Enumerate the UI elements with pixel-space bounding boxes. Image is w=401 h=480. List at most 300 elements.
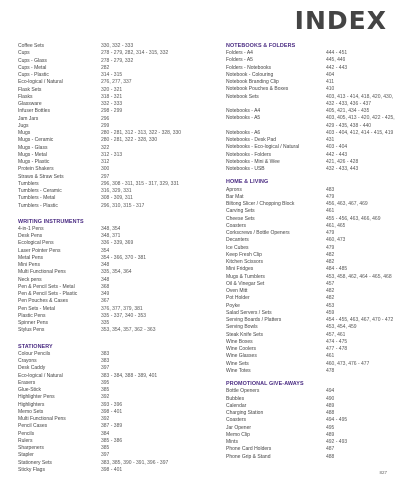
entry-pages: 460, 473	[326, 237, 346, 244]
entry-name: Neck pens	[18, 276, 42, 283]
index-entry	[226, 274, 396, 281]
index-entry	[18, 365, 208, 372]
index-entry	[18, 79, 208, 86]
entry-name: Glue-Stick	[18, 387, 42, 394]
entry-pages: 282	[101, 64, 110, 71]
entry-pages: 316, 329, 331	[101, 188, 132, 194]
entry-pages: 368	[101, 283, 110, 290]
index-entry	[18, 298, 208, 305]
index-entry	[18, 313, 208, 320]
entry-name: Flask Sets	[18, 86, 42, 93]
entry-name: Charging Station	[226, 410, 264, 417]
entry-name: Wine Totes	[226, 367, 251, 374]
entry-pages: 403 - 404, 412, 414 - 415, 419	[326, 129, 394, 136]
index-entry	[18, 467, 208, 474]
index-entry	[226, 108, 396, 115]
index-entry	[226, 454, 396, 461]
index-entry	[18, 181, 208, 188]
entry-pages: 296, 310, 315 - 317	[101, 202, 145, 209]
entry-pages: 385	[101, 387, 110, 394]
entry-pages: 348	[101, 262, 110, 269]
entry-pages: 397	[101, 452, 110, 459]
entry-pages: 348	[101, 276, 110, 283]
entry-pages: 353, 354, 357, 362 - 363	[101, 327, 156, 334]
entry-name: Plastic Pens	[18, 312, 46, 319]
entry-pages: 312	[101, 159, 110, 165]
section-heading: NOTEBOOKS & FOLDERS	[226, 43, 296, 49]
index-entry	[226, 259, 396, 266]
index-entry	[226, 201, 396, 208]
entry-pages: 383	[101, 350, 110, 357]
entry-name: Multi Functional Pens	[18, 269, 66, 276]
index-entry	[18, 277, 208, 284]
index-section	[18, 43, 208, 210]
entry-pages: 492 - 493	[326, 439, 348, 446]
entry-name: Folders - A4	[226, 50, 253, 57]
entry-name: Eco-logical / Natural	[18, 372, 63, 379]
index-entry	[226, 216, 396, 223]
entry-name: Desk Caddy	[18, 365, 46, 372]
index-entry	[226, 281, 396, 288]
entry-name: Pencils	[18, 430, 35, 437]
entry-pages: 322	[101, 144, 110, 151]
index-entry	[18, 94, 208, 101]
entry-name: Corkscrews / Bottle Openers	[226, 230, 290, 237]
entry-name: Mints	[226, 439, 238, 446]
entry-name: Tumblers - Ceramic	[18, 188, 62, 194]
index-entry	[226, 252, 396, 259]
entry-pages: 477 - 478	[326, 346, 348, 353]
entry-pages: 348, 371	[101, 233, 121, 240]
entry-pages: 398 - 401	[101, 408, 123, 415]
entry-name: Memo Clip	[226, 431, 250, 438]
index-entry	[18, 445, 208, 452]
index-section	[226, 381, 396, 461]
entry-pages: 335 - 337, 340 - 353	[101, 312, 147, 319]
entry-pages: 495	[326, 424, 335, 431]
index-entry	[226, 353, 396, 360]
entry-name	[226, 123, 326, 130]
entry-name: Wine Boxes	[226, 338, 253, 345]
entry-pages: 411	[326, 79, 334, 86]
entry-pages: 488	[326, 410, 335, 417]
entry-pages: 296	[101, 115, 110, 122]
index-entry	[226, 237, 396, 244]
entry-name: Cups - Glass	[18, 57, 47, 64]
entry-name: Notebooks - Desk Pad	[226, 137, 277, 144]
index-entry	[18, 351, 208, 358]
entry-pages: 330, 332 - 333	[101, 43, 134, 49]
entry-name: Glassware	[18, 101, 42, 107]
entry-name: Jugs	[18, 122, 29, 129]
entry-name: Folders - Notebooks	[226, 64, 272, 71]
entry-pages: 280 - 281, 322 - 328, 330	[101, 137, 158, 144]
index-entry	[18, 166, 208, 173]
index-entry	[18, 50, 208, 57]
index-entry	[226, 115, 396, 122]
entry-name: Colour Pencils	[18, 350, 51, 357]
entry-name: Serving Bowls	[226, 324, 258, 331]
index-entry	[226, 310, 396, 317]
entry-pages: 482	[326, 259, 335, 266]
entry-pages: 489	[326, 431, 335, 438]
entry-name: Memo Sets	[18, 408, 44, 415]
index-entry	[226, 396, 396, 403]
entry-name: Tumblers - Plastic	[18, 202, 58, 209]
entry-pages: 488	[326, 453, 335, 460]
entry-name: Carving Sets	[226, 208, 255, 215]
entry-name: Infuser Bottles	[18, 108, 50, 115]
entry-pages: 445, 449	[326, 57, 346, 64]
index-entry	[18, 255, 208, 262]
index-entry	[226, 86, 396, 93]
entry-name: Tumblers	[18, 180, 39, 187]
entry-name: Notebooks - A5	[226, 115, 261, 122]
entry-name: Multi Functional Pens	[18, 416, 66, 423]
entry-name: Mugs - Plastic	[18, 159, 50, 165]
entry-pages: 298 - 299	[101, 108, 123, 115]
entry-pages: 403 - 404	[326, 144, 348, 151]
entry-pages: 494 - 495	[326, 417, 348, 424]
index-entry	[18, 416, 208, 423]
index-entry	[18, 269, 208, 276]
entry-name: Mugs	[18, 130, 31, 136]
entry-name: Notebook Branding Clip	[226, 79, 279, 86]
entry-name	[226, 101, 326, 108]
index-entry	[18, 58, 208, 65]
entry-name: Wine Glasses	[226, 353, 257, 360]
entry-name: Keep Fresh Clip	[226, 251, 262, 258]
entry-name: Pen & Pencil Sets - Plastic	[18, 291, 78, 298]
entry-name: Oil & Vinegar Set	[226, 280, 265, 287]
entry-pages: 455 - 456, 463, 466, 469	[326, 215, 381, 222]
entry-pages: 278 - 279, 282, 314 - 315, 332	[101, 50, 169, 57]
entry-name: Notebook Sets	[226, 93, 259, 100]
entry-pages: 444 - 451	[326, 50, 348, 57]
entry-pages: 429 - 435, 438 - 440	[326, 122, 372, 129]
entry-name: Salad Servers / Sets	[226, 309, 272, 316]
entry-pages: 384	[101, 430, 110, 437]
index-section	[18, 219, 208, 335]
entry-name: Poyke	[226, 302, 240, 309]
index-entry	[226, 159, 396, 166]
entry-pages: 335	[101, 320, 110, 327]
entry-pages: 383 - 384, 388 - 389, 401	[101, 372, 158, 379]
index-entry	[18, 380, 208, 387]
section-heading: PROMOTIONAL GIVE-AWAYS	[226, 381, 304, 388]
entry-pages: 320 - 321	[101, 86, 123, 93]
index-section	[226, 179, 396, 375]
entry-name: Phone Grip & Stand	[226, 453, 271, 460]
entry-pages: 314 - 315	[101, 72, 123, 78]
entry-pages: 404	[326, 71, 335, 78]
index-entry	[18, 409, 208, 416]
entry-pages: 299	[101, 122, 110, 129]
entry-name: 4-in-1 Pens	[18, 225, 44, 232]
index-entry	[226, 332, 396, 339]
index-entry	[226, 324, 396, 331]
entry-name: Spinner Pens	[18, 320, 49, 327]
entry-pages: 349	[101, 291, 110, 298]
entry-pages: 392	[101, 416, 110, 423]
entry-pages: 432 - 433, 436 - 437	[326, 100, 372, 107]
entry-name: Crayons	[18, 358, 37, 365]
entry-pages: 392	[101, 394, 110, 401]
entry-pages: 484 - 485	[326, 266, 348, 273]
entry-name: Bar Mat	[226, 193, 244, 200]
entry-pages: 456, 463, 467, 469	[326, 201, 368, 208]
entry-name: Calendar	[226, 402, 247, 409]
entry-name: Coffee Sets	[18, 43, 45, 49]
entry-pages: 482	[326, 251, 335, 258]
index-entry	[18, 327, 208, 334]
entry-name: Jar Opener	[226, 424, 252, 431]
entry-name: Notebooks - Eco-logical / Natural	[226, 144, 300, 151]
index-entry	[18, 116, 208, 123]
entry-name: Rulers	[18, 437, 33, 444]
entry-name: Stylus Pens	[18, 327, 45, 334]
entry-name: Notebook - Colouring	[226, 71, 274, 78]
index-entry	[18, 284, 208, 291]
entry-name: Pen Pouches & Cases	[18, 298, 69, 305]
entry-pages: 461, 465	[326, 222, 346, 229]
entry-pages: 479	[326, 244, 335, 251]
entry-pages: 297	[101, 173, 110, 180]
entry-name: Sticky Flags	[18, 466, 45, 473]
index-entry	[18, 195, 208, 202]
entry-name: Ice Cubes	[226, 244, 249, 251]
entry-pages: 354	[101, 247, 110, 254]
index-entry	[18, 291, 208, 298]
entry-pages: 403, 413 - 414, 418, 420, 430,	[326, 93, 393, 100]
index-entry	[18, 159, 208, 166]
entry-name: Biltong Slicer / Chopping Block	[226, 201, 295, 208]
entry-name: Ecological Pens	[18, 240, 54, 247]
index-entry	[226, 137, 396, 144]
entry-name: Wine Coolers	[226, 346, 257, 353]
entry-name: Jam Jars	[18, 115, 39, 122]
entry-name: Decanters	[226, 237, 249, 244]
entry-pages: 457	[326, 280, 335, 287]
index-entry	[226, 65, 396, 72]
index-entry	[226, 144, 396, 151]
index-entry	[18, 226, 208, 233]
entry-pages: 280 - 281, 312 - 313, 322 - 328, 330	[101, 130, 182, 136]
index-entry	[18, 152, 208, 159]
index-entry	[226, 194, 396, 201]
index-entry	[18, 320, 208, 327]
entry-pages: 308 - 309, 311	[101, 195, 133, 202]
entry-name: Eco-logical / Natural	[18, 79, 63, 86]
entry-pages: 348, 354	[101, 225, 121, 232]
entry-name: Erasers	[18, 379, 36, 386]
entry-name: Pot Holder	[226, 295, 250, 302]
section-heading: WRITING INSTRUMENTS	[18, 218, 84, 225]
entry-pages: 354 - 366, 370 - 381	[101, 254, 147, 261]
entry-name: Mugs & Tumblers	[226, 273, 265, 280]
page-title: INDEX	[294, 6, 387, 35]
entry-name: Protein Shakers	[18, 166, 54, 173]
index-section	[226, 43, 396, 173]
entry-pages: 398 - 401	[101, 466, 123, 473]
entry-pages: 296, 308 - 311, 315 - 317, 329, 331	[101, 180, 180, 187]
index-entry	[18, 43, 208, 50]
entry-pages: 383	[101, 358, 110, 365]
entry-name: Straws & Straw Sets	[18, 173, 64, 180]
entry-pages: 453	[326, 302, 335, 309]
index-entry	[18, 130, 208, 137]
entry-name: Mini Pens	[18, 262, 40, 269]
entry-pages: 483	[326, 186, 335, 193]
entry-pages: 385	[101, 445, 110, 452]
entry-pages: 460, 473, 476 - 477	[326, 360, 370, 367]
index-entry	[18, 248, 208, 255]
entry-pages: 276, 277, 337	[101, 79, 132, 86]
index-entry	[226, 72, 396, 79]
entry-name: Tumblers - Metal	[18, 195, 56, 202]
index-entry	[226, 368, 396, 375]
index-entry	[226, 295, 396, 302]
entry-pages: 432 - 433, 443	[326, 166, 359, 173]
index-entry	[226, 446, 396, 453]
index-entry	[18, 394, 208, 401]
index-entry	[18, 233, 208, 240]
index-entry	[226, 94, 396, 101]
index-entry	[226, 410, 396, 417]
entry-name: Flasks	[18, 93, 33, 100]
entry-name: Mini Fridges	[226, 266, 254, 273]
entry-name: Cups - Plastic	[18, 72, 49, 78]
index-entry	[18, 203, 208, 210]
entry-pages: 479	[326, 230, 335, 237]
entry-name: Mugs - Metal	[18, 151, 47, 158]
entry-pages: 335, 354, 364	[101, 269, 132, 276]
index-entry	[226, 152, 396, 159]
index-entry	[226, 130, 396, 137]
section-heading: HOME & LIVING	[226, 179, 269, 186]
index-entry	[18, 188, 208, 195]
index-entry	[18, 108, 208, 115]
entry-name: Stationery Sets	[18, 459, 52, 466]
index-entry	[226, 288, 396, 295]
entry-pages: 318 - 321	[101, 93, 123, 100]
entry-pages: 403, 405, 413 - 420, 422 - 425,	[326, 115, 395, 122]
index-entry	[226, 230, 396, 237]
index-entry	[226, 317, 396, 324]
entry-pages: 383, 385, 390 - 391, 396 - 397	[101, 459, 169, 466]
entry-name: Aprons	[226, 186, 242, 193]
entry-name: Cups - Metal	[18, 64, 47, 71]
entry-name: Folders - A5	[226, 57, 253, 64]
entry-pages: 482	[326, 295, 335, 302]
index-entry	[18, 123, 208, 130]
entry-name: Mugs - Ceramic	[18, 137, 54, 144]
entry-name: Highlighters	[18, 401, 45, 408]
index-entry	[226, 432, 396, 439]
index-entry	[18, 174, 208, 181]
entry-name: Bubbles	[226, 395, 245, 402]
index-entry	[18, 358, 208, 365]
entry-name: Coasters	[226, 417, 247, 424]
index-entry	[226, 50, 396, 57]
index-entry	[226, 208, 396, 215]
entry-name: Steak Knife Sets	[226, 331, 263, 338]
index-entry	[226, 245, 396, 252]
entry-pages: 442 - 443	[326, 64, 348, 71]
entry-pages: 454 - 455, 463, 467, 470 - 472	[326, 317, 394, 324]
entry-name: Mugs - Glass	[18, 144, 48, 151]
entry-pages: 336 - 339, 369	[101, 240, 134, 247]
entry-name: Pen & Pencil Sets - Metal	[18, 283, 75, 290]
entry-pages: 332 - 333	[101, 101, 123, 107]
entry-name: Notebooks - A6	[226, 129, 261, 136]
index-entry	[18, 87, 208, 94]
index-entry	[18, 262, 208, 269]
entry-name: Stapler	[18, 452, 34, 459]
index-entry	[18, 452, 208, 459]
index-entry	[226, 346, 396, 353]
entry-name: Kitchen Scissors	[226, 259, 263, 266]
index-entry	[226, 403, 396, 410]
entry-name: Pencil Cases	[18, 423, 48, 430]
entry-pages: 478	[326, 367, 335, 374]
entry-pages: 376, 377, 379, 381	[101, 305, 143, 312]
entry-pages: 479	[326, 193, 335, 200]
entry-pages: 385 - 386	[101, 437, 123, 444]
index-entry	[18, 387, 208, 394]
entry-name: Cups	[18, 50, 30, 57]
entry-pages: 474 - 475	[326, 338, 348, 345]
entry-pages: 453, 458, 462, 464 - 465, 468	[326, 273, 392, 280]
entry-name: Desk Pens	[18, 233, 43, 240]
index-column-right	[226, 43, 396, 461]
entry-pages: 405, 421, 434 - 435	[326, 108, 370, 115]
entry-name: Pen Sets - Metal	[18, 305, 55, 312]
index-entry	[18, 240, 208, 247]
index-entry	[226, 266, 396, 273]
entry-name: Notebooks - Mini & Wee	[226, 158, 280, 165]
entry-pages: 431	[326, 137, 335, 144]
entry-pages: 459	[326, 309, 335, 316]
entry-pages: 300	[101, 166, 110, 173]
index-entry	[18, 145, 208, 152]
index-entry	[18, 306, 208, 313]
entry-name: Highlighter Pens	[18, 394, 55, 401]
entry-name: Coasters	[226, 222, 247, 229]
index-column-left	[18, 43, 208, 474]
index-entry	[18, 65, 208, 72]
index-entry	[226, 339, 396, 346]
entry-pages: 453, 454, 459	[326, 324, 357, 331]
entry-name: Serving Boards / Platters	[226, 317, 282, 324]
index-entry	[18, 402, 208, 409]
entry-name: Wine Sets	[226, 360, 249, 367]
entry-pages: 490	[326, 395, 335, 402]
entry-pages: 397	[101, 365, 110, 372]
entry-name: Bottle Openers	[226, 388, 260, 395]
index-entry	[226, 101, 396, 108]
index-entry	[18, 431, 208, 438]
entry-pages: 312 - 313	[101, 151, 123, 158]
entry-name: Oven Mitt	[226, 288, 248, 295]
entry-pages: 494	[326, 388, 335, 395]
index-entry	[226, 166, 396, 173]
entry-name: Notebooks - A4	[226, 108, 261, 115]
index-entry	[226, 439, 396, 446]
entry-pages: 367	[101, 298, 110, 305]
page-number: 827	[379, 470, 387, 475]
entry-name: Notebooks - USB	[226, 166, 265, 173]
